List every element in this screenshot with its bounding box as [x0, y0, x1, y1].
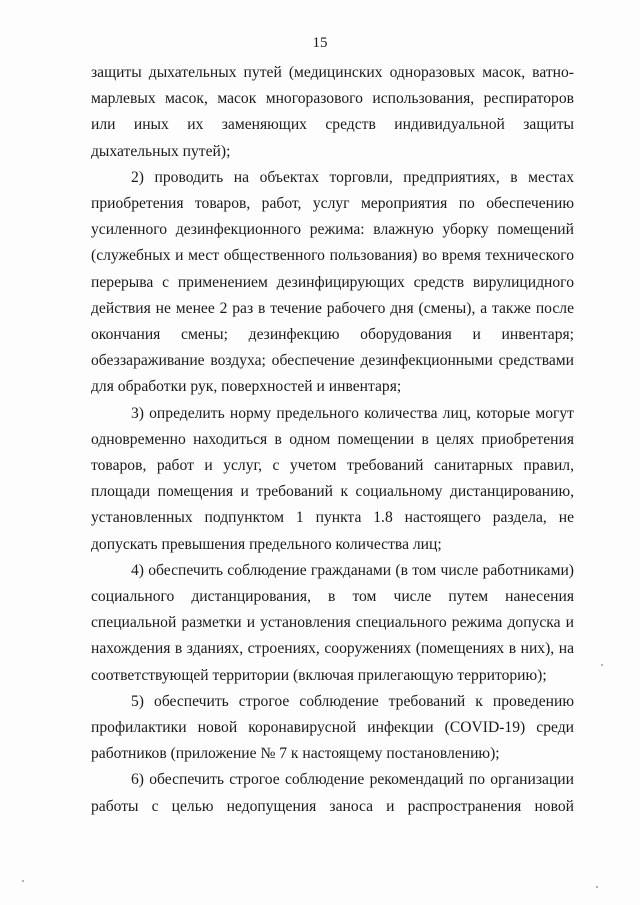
scan-speck	[22, 880, 24, 882]
paragraph-continuation: защиты дыхательных путей (медицинских одноразовых масок, ватно-марлевых масок, масок многоразового использования, респираторов или иных их заменяющих средств индивидуальной защиты дыхательных путей);	[91, 64, 574, 160]
page-number: 15	[312, 35, 328, 51]
document-body	[91, 60, 574, 820]
paragraph-item-3: 3) определить норму предельного количества лиц, которые могут одновременно находиться в одном помещении в целях приобретения товаров, работ и услуг, с учетом требований санитарных правил, площади помещения и требований к социальному дистанцированию, установленных подпунктом 1 пункта 1.8 настоящего раздела, не допускать превышения предельного количества лиц;	[91, 404, 574, 553]
paragraph-item-2: 2) проводить на объектах торговли, предприятиях, в местах приобретения товаров, работ, услуг мероприятия по обеспечению усиленного дезинфекционного режима: влажную уборку помещений (служебных и мест общественного пользования) во время технического перерыва с применением дезинфицирующих средств вирулицидного действия не менее 2 раз в течение рабочего дня (смены), а также после окончания смены; дезинфекцию оборудования и инвентаря; обеззараживание воздуха; обеспечение дезинфекционными средствами для обработки рук, поверхностей и инвентаря;	[91, 168, 574, 396]
paragraph-item-5: 5) обеспечить строгое соблюдение требований к проведению профилактики новой коронавирусной инфекции (COVID-19) среди работников (приложение № 7 к настоящему постановлению);	[91, 692, 574, 763]
scan-speck	[596, 886, 598, 888]
scan-speck	[601, 664, 603, 666]
paragraph-item-6: 6) обеспечить строгое соблюдение рекомендаций по организации работы с целью недопущения заноса и распространения новой	[91, 771, 574, 815]
paragraph-item-4: 4) обеспечить соблюдение гражданами (в том числе работниками) социального дистанцирования, в том числе путем нанесения специальной разметки и установления специального режима допуска и нахождения в зданиях, строениях, сооружениях (помещениях в них), на соответствующей территории (включая прилегающую территорию);	[91, 561, 574, 684]
